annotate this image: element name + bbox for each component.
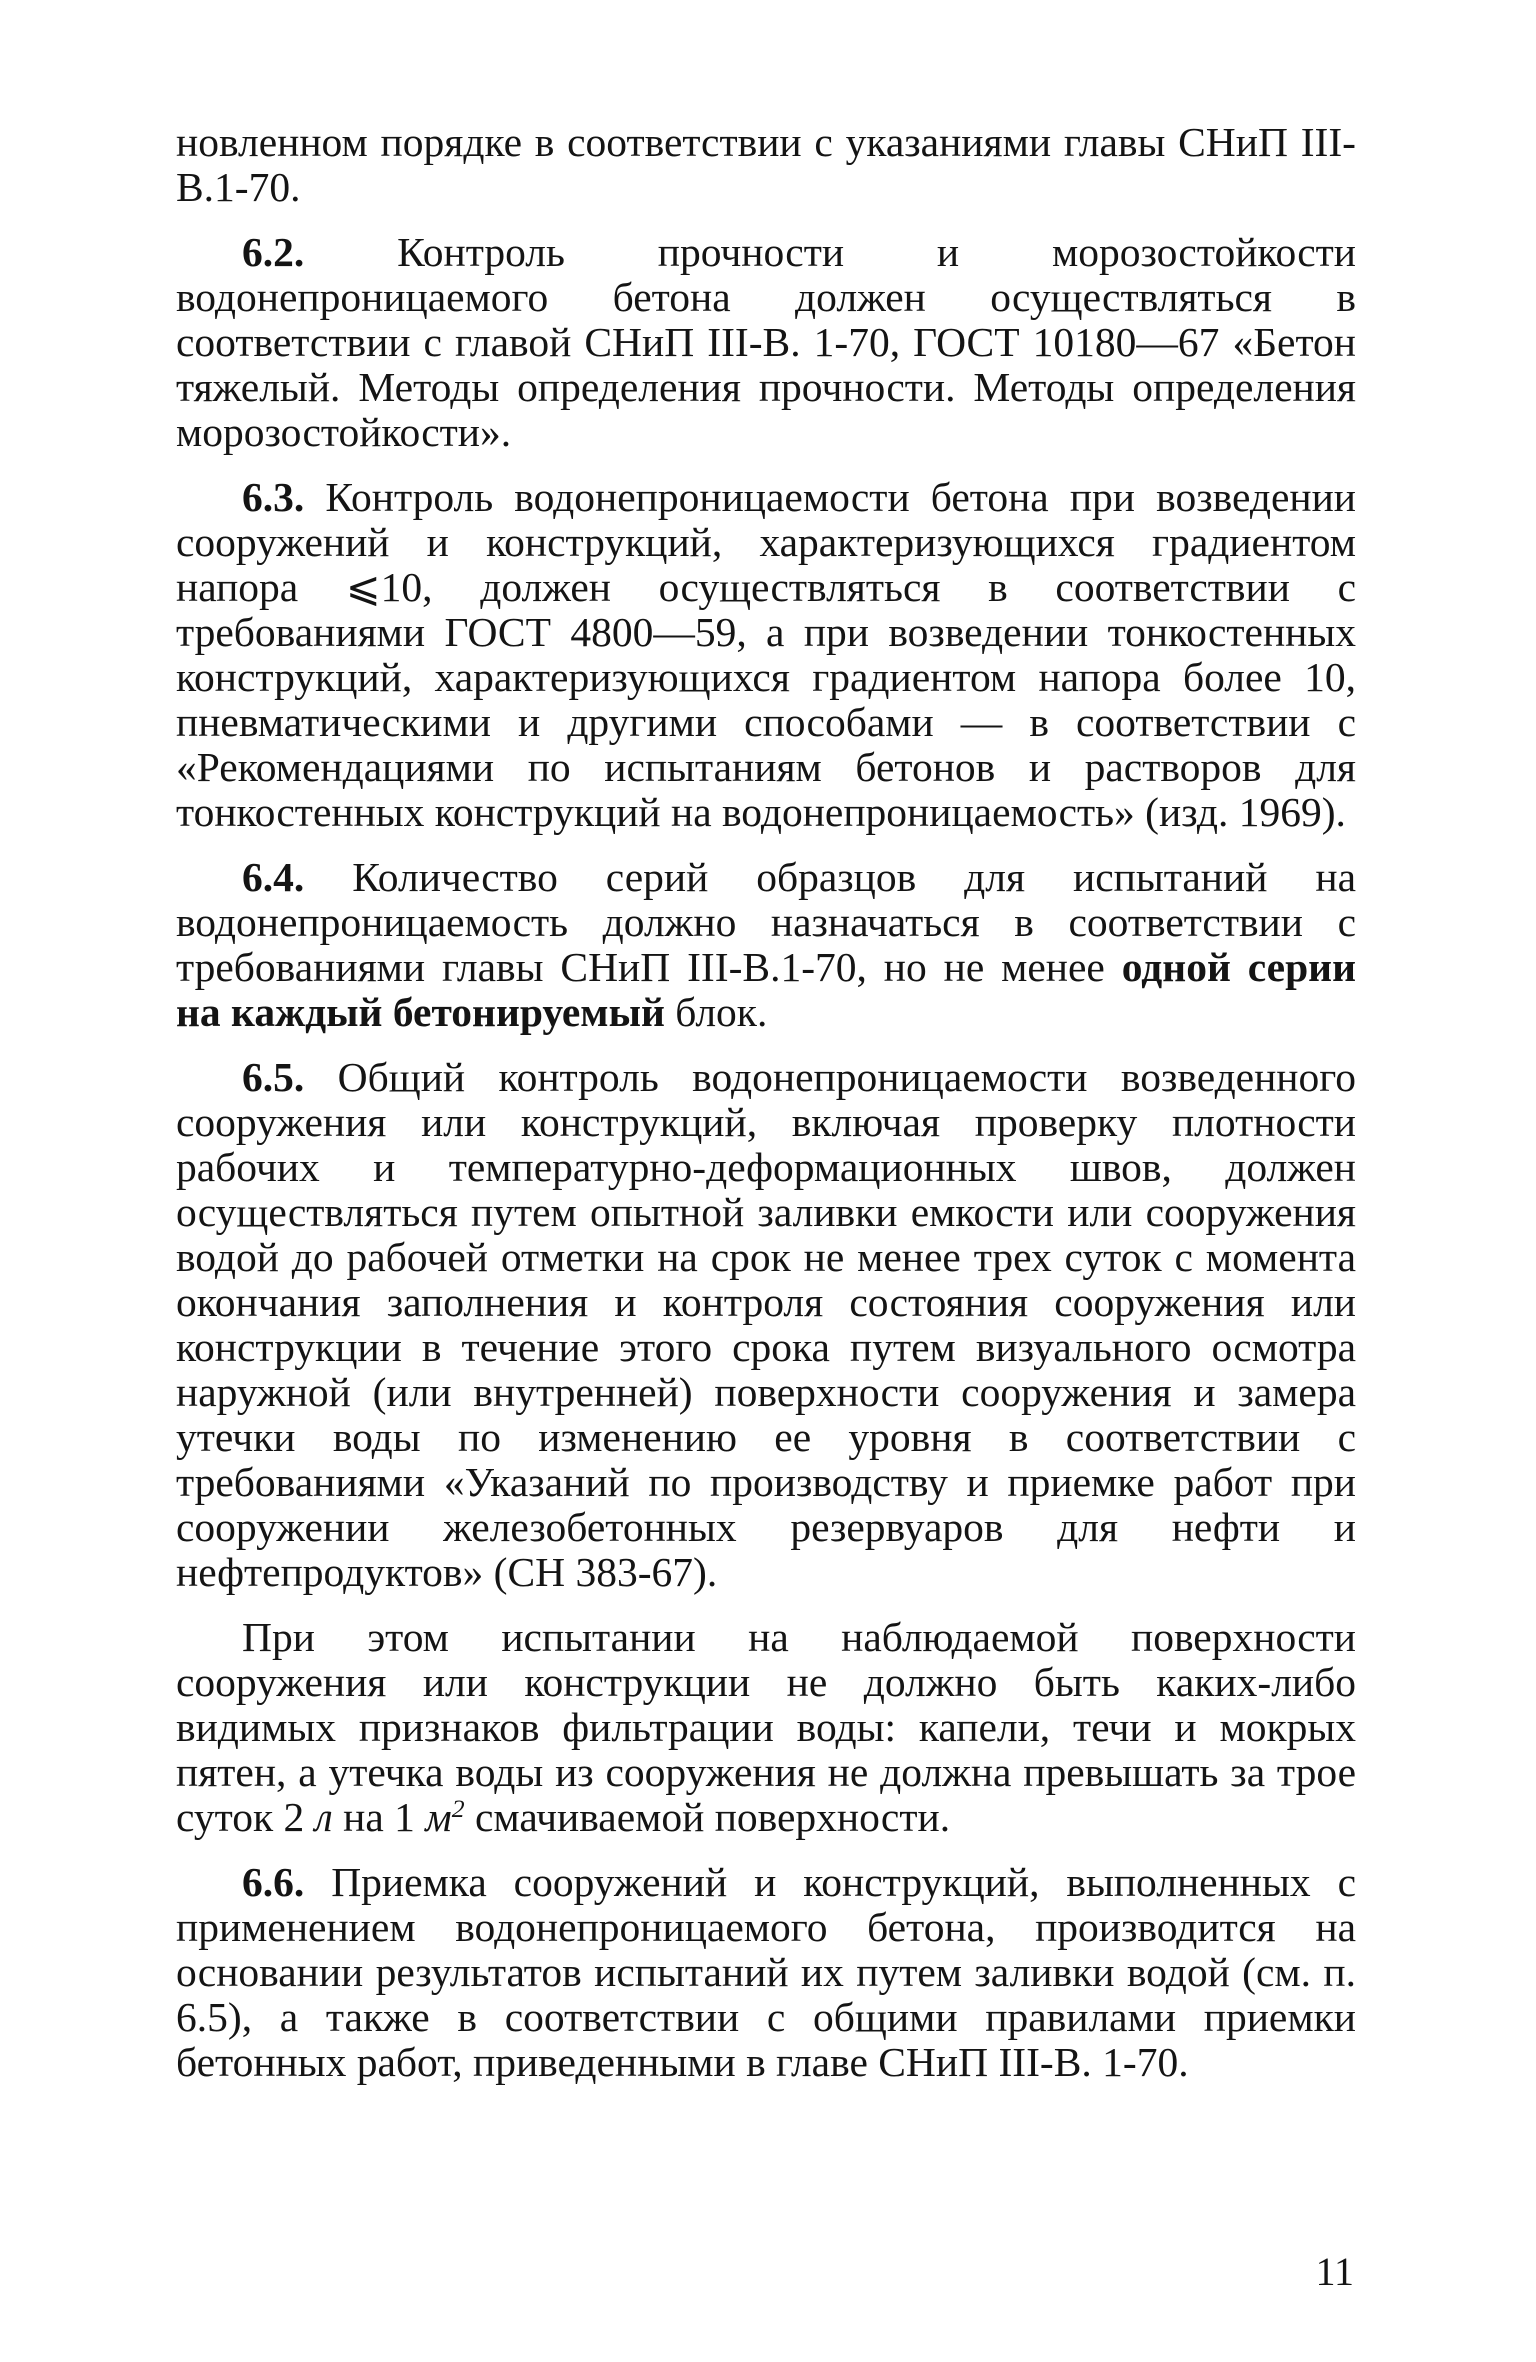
unit-square-meter bbox=[425, 1794, 464, 1840]
paragraph-6-4 bbox=[176, 855, 1356, 1035]
paragraph-6-2 bbox=[176, 230, 1356, 455]
paragraph-text: новленном порядке в соответствии с указаниями главы СНиП III-В.1-70. bbox=[176, 119, 1356, 210]
paragraph-6-5 bbox=[176, 1055, 1356, 1595]
paragraph-text: Приемка сооружений и конструкций, выполненных с применением водонепроницаемого бетона, производится на основании результатов испытаний их путем заливки водой (см. п. 6.5), а также в соответствии с общими правилами приемки бетонных работ, приведенными в главе СНиП III-В. 1-70. bbox=[176, 1859, 1356, 2085]
paragraph-6-6 bbox=[176, 1860, 1356, 2085]
paragraph-text: При этом испытании на наблюдаемой поверхности сооружения или конструкции не должно быть каких-либо видимых признаков фильтрации воды: капели, течи и мокрых пятен, а утечка воды из сооружения не должна превышать за трое суток 2 bbox=[176, 1614, 1356, 1840]
document-body bbox=[176, 120, 1356, 2105]
section-number: 6.4. bbox=[242, 854, 305, 900]
unit-exponent: 2 bbox=[451, 1793, 465, 1823]
section-number: 6.6. bbox=[242, 1859, 305, 1905]
paragraph-text: Контроль прочности и морозостойкости водонепроницаемого бетона должен осуществляться в соответствии с главой СНиП III-В. 1-70, ГОСТ 10180—67 «Бетон тяжелый. Методы определения прочности. Методы определения морозостойкости». bbox=[176, 229, 1357, 455]
page-number: 11 bbox=[1315, 2249, 1354, 2294]
paragraph-text-end: смачиваемой поверхности. bbox=[474, 1794, 951, 1840]
paragraph-text-end: блок. bbox=[675, 989, 768, 1035]
unit-liter: л bbox=[314, 1794, 333, 1840]
section-number: 6.5. bbox=[242, 1054, 305, 1100]
section-number: 6.3. bbox=[242, 474, 305, 520]
paragraph-continuation bbox=[176, 120, 1356, 210]
paragraph-text: Общий контроль водонепроницаемости возведенного сооружения или конструкций, включая проверку плотности рабочих и температурно-деформационных швов, должен осуществляться путем опытной заливки емкости или сооружения водой до рабочей отметки на срок не менее трех суток с момента окончания заполнения и контроля состояния сооружения или конструкции в течение этого срока путем визуального осмотра наружной (или внутренней) поверхности сооружения и замера утечки воды по изменению ее уровня в соответствии с требованиями «Указаний по производству и приемке работ при сооружении железобетонных резервуаров для нефти и нефтепродуктов» (СН 383-67). bbox=[176, 1054, 1357, 1595]
unit-meter: м bbox=[425, 1794, 452, 1840]
paragraph-text: Количество серий образцов для испытаний на водонепроницаемость должно назначаться в соответствии с требованиями главы СНиП III-В.1-70, но не менее bbox=[176, 854, 1356, 990]
paragraph-text-mid: на 1 bbox=[343, 1794, 415, 1840]
bold-emphasis: одной серии на каждый бетонируемый bbox=[176, 944, 1356, 1035]
section-number: 6.2. bbox=[242, 229, 305, 275]
paragraph-6-3 bbox=[176, 475, 1356, 835]
paragraph-text: Контроль водонепроницаемости бетона при возведении сооружений и конструкций, характеризующихся градиентом напора ⩽10, должен осуществляться в соответствии с требованиями ГОСТ 4800—59, а при возведении тонкостенных конструкций, характеризующихся градиентом напора более 10, пневматическими и другими способами — в соответствии с «Рекомендациями по испытаниям бетонов и растворов для тонкостенных конструкций на водонепроницаемость» (изд. 1969). bbox=[176, 474, 1356, 835]
paragraph-6-5-continued bbox=[176, 1615, 1356, 1840]
